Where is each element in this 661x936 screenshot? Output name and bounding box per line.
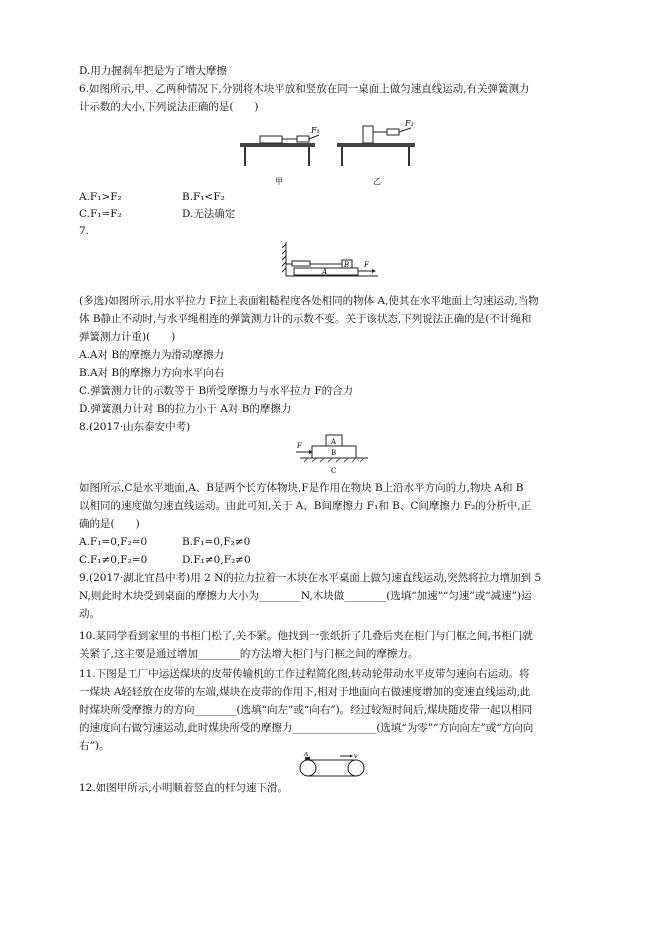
q8-stem-2: 以相同的速度做匀速直线运动。由此可知,关于 A、B间摩擦力 F₁和 B、C间摩擦力 F₂的分析中,正 bbox=[79, 500, 532, 512]
q7-stem-1: (多选)如图所示,用水平拉力 F拉上表面粗糙程度各处相同的物体 A,使其在水平地面上匀速运动,当物 bbox=[79, 295, 539, 307]
label-a: A bbox=[331, 438, 337, 446]
spring-scale-1 bbox=[297, 136, 309, 142]
q11-stem-3: 时煤块所受摩擦力的方向________(选填“向左”或“向右”)。经过较短时间后,煤块随皮带一起以相同 bbox=[79, 704, 533, 716]
q7-number: 7. bbox=[79, 225, 90, 237]
q9-stem-3: 动。 bbox=[79, 608, 100, 620]
q11-stem-4: 的速度向右做匀速运动,此时煤块所受的摩擦力________________(选填“为零”“方向向左”或“方向向 bbox=[79, 722, 534, 734]
q10-stem-1: 10.某同学看到家里的书柜门松了,关不紧。他找到一张纸折了几叠后夹在柜门与门框之间,书柜门就 bbox=[79, 630, 533, 642]
spring-scale-2 bbox=[387, 129, 399, 135]
q7-stem-3: 弹簧测力计重)( ) bbox=[79, 331, 176, 343]
q11-stem-5: 右”)。 bbox=[79, 740, 110, 752]
label-a: A bbox=[322, 268, 328, 276]
caption-yi: 乙 bbox=[373, 177, 381, 186]
q8-header: 8.(2017·山东泰安中考) bbox=[79, 421, 191, 433]
q11-figure bbox=[296, 752, 368, 780]
label-f: F bbox=[364, 261, 369, 269]
q7-stem-2: 体 B静止不动时,与水平绳相连的弹簧测力计的示数不变。关于该状态,下列说法正确的是(不计绳和 bbox=[79, 313, 532, 325]
force-label-2: F₂ bbox=[405, 119, 414, 128]
left-pulley bbox=[300, 760, 316, 776]
right-pulley bbox=[348, 760, 364, 776]
q10-stem-2: 关紧了,这主要是通过增加________的方法增大柜门与门框之间的摩擦力。 bbox=[79, 648, 419, 660]
q7-option-a: A.A对 B的摩擦力为滑动摩擦力 bbox=[79, 349, 225, 361]
label-v: v bbox=[354, 753, 358, 760]
table-left-top bbox=[240, 143, 315, 147]
q9-stem-2: N,则此时木块受到桌面的摩擦力大小为________N,木块做________(选填“加速”“匀速”或“减速”)运 bbox=[79, 590, 532, 602]
q8-option-b: B.F₁=0,F₂≠0 bbox=[182, 536, 251, 548]
q8-option-a: A.F₁=0,F₂=0 bbox=[79, 536, 148, 548]
q6-option-c: C.F₁=F₂ bbox=[79, 208, 122, 220]
q9-stem-1: 9.(2017·湖北宜昌中考)用 2 N的拉力拉着一木块在水平桌面上做匀速直线运动,突然将拉力增加到 5 bbox=[79, 572, 542, 584]
label-b: B bbox=[344, 261, 350, 269]
q6-figure bbox=[235, 118, 425, 188]
q7-option-c: C.弹簧测力计的示数等于 B所受摩擦力与水平拉力 F的合力 bbox=[79, 385, 354, 397]
q8-stem-3: 确的是( ) bbox=[79, 518, 140, 530]
label-b: B bbox=[331, 449, 337, 457]
q5-option-d: D.用力握刹车把是为了增大摩擦 bbox=[79, 65, 227, 77]
q8-stem-1: 如图所示,C是水平地面,A、B是两个长方体物块,F是作用在物块 B上沿水平方向的力,物块 A和 B bbox=[79, 482, 524, 494]
q7-option-b: B.A对 B的摩擦力方向水平向右 bbox=[79, 367, 225, 379]
block-flat bbox=[260, 136, 282, 143]
q6-option-b: B.F₁<F₂ bbox=[182, 191, 225, 203]
spring-scale bbox=[292, 261, 310, 266]
q7-figure bbox=[280, 240, 380, 286]
q11-stem-2: 一煤块 A轻轻放在皮带的左端,煤块在皮带的作用下,相对于地面向右做速度增加的变速直线运动,此 bbox=[79, 686, 531, 698]
block-upright bbox=[363, 126, 373, 143]
q8-figure bbox=[292, 432, 372, 478]
q8-option-c: C.F₁≠0,F₂=0 bbox=[79, 554, 148, 566]
label-a: A bbox=[304, 752, 309, 758]
q6-stem-cont: 计示数的大小,下列说法正确的是( ) bbox=[79, 101, 259, 113]
label-c: C bbox=[331, 467, 337, 475]
caption-jia: 甲 bbox=[275, 177, 283, 186]
q6-option-a: A.F₁>F₂ bbox=[79, 191, 122, 203]
q7-option-d: D.弹簧测力计对 B的拉力小于 A对 B的摩擦力 bbox=[79, 403, 292, 415]
q11-stem-1: 11.下图是工厂中运送煤块的皮带传输机的工作过程简化图,转动轮带动水平皮带匀速向右运动。将 bbox=[79, 668, 530, 680]
label-f: F bbox=[297, 442, 302, 450]
q6-option-d: D.无法确定 bbox=[182, 208, 236, 220]
q12-stem: 12.如图甲所示,小明顺着竖直的杆匀速下滑。 bbox=[79, 782, 289, 794]
table-right-top bbox=[337, 143, 415, 147]
q6-stem: 6.如图所示,甲、乙两种情况下,分别将木块平放和竖放在同一桌面上做匀速直线运动,有关弹簧测力 bbox=[79, 83, 530, 95]
q8-option-d: D.F₁≠0,F₂≠0 bbox=[182, 554, 251, 566]
force-label-1: F₁ bbox=[311, 126, 320, 135]
